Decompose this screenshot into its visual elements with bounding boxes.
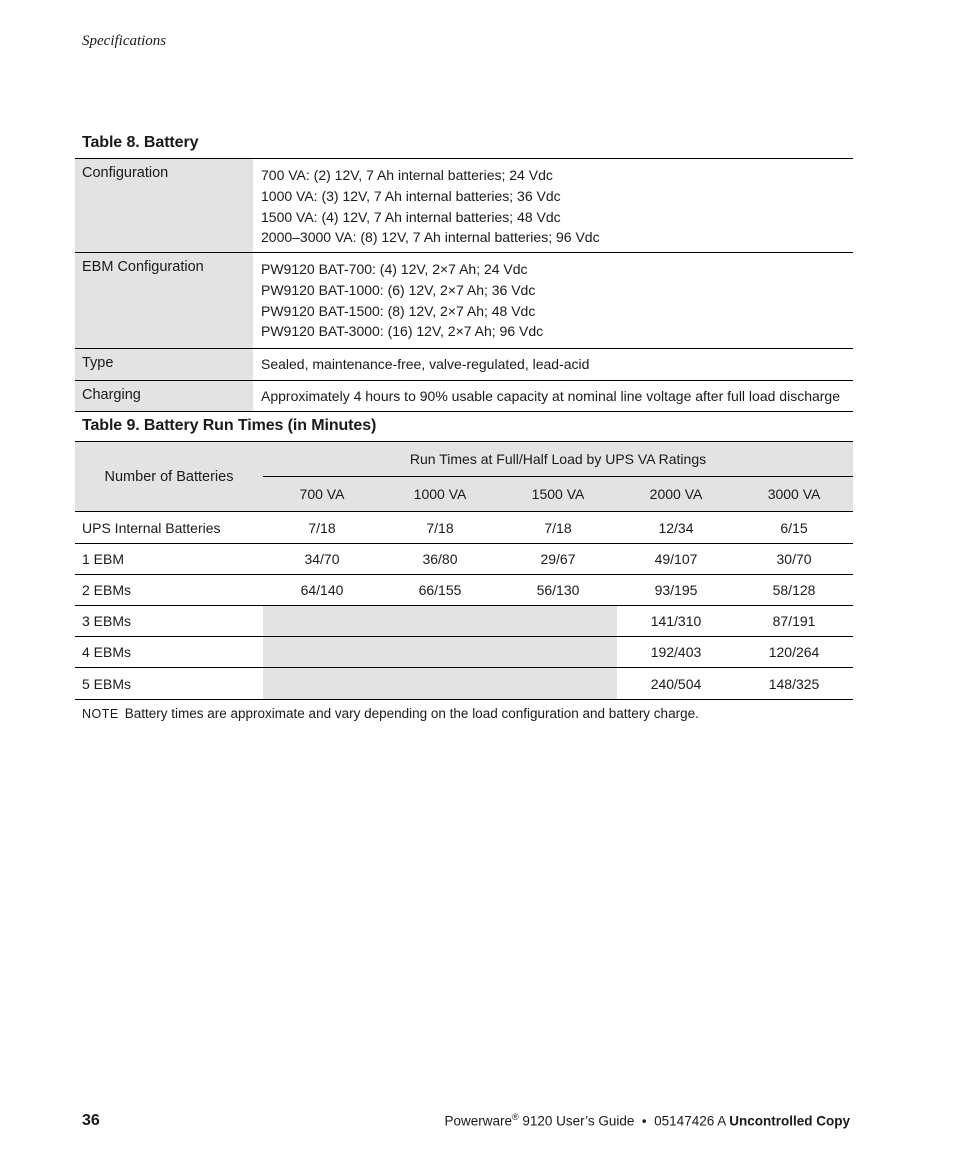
table-row: [75, 575, 853, 606]
row-value: [253, 159, 853, 252]
cell: 49/107: [617, 544, 735, 575]
value-line: Approximately 4 hours to 90% usable capacity at nominal line voltage after full load discharge: [261, 388, 840, 404]
cell: [381, 606, 499, 637]
row-value: [253, 349, 853, 380]
row-label: 5 EBMs: [75, 668, 263, 700]
column-header: 2000 VA: [617, 477, 735, 512]
table-row: [75, 668, 853, 700]
cell: [381, 637, 499, 668]
table-row: [75, 637, 853, 668]
row-label: UPS Internal Batteries: [75, 512, 263, 544]
cell: [499, 668, 617, 700]
cell: 34/70: [263, 544, 381, 575]
cell: 120/264: [735, 637, 853, 668]
value-line: 1500 VA: (4) 12V, 7 Ah internal batteries; 48 Vdc: [261, 208, 561, 225]
column-header: 1500 VA: [499, 477, 617, 512]
footer-brand: Powerware: [444, 1113, 512, 1129]
row-label: 3 EBMs: [75, 606, 263, 637]
cell: 7/18: [499, 512, 617, 544]
cell: 58/128: [735, 575, 853, 606]
note-label: NOTE: [82, 707, 119, 721]
column-header: 700 VA: [263, 477, 381, 512]
footer-status: Uncontrolled Copy: [729, 1113, 850, 1129]
cell: 148/325: [735, 668, 853, 700]
value-line: 700 VA: (2) 12V, 7 Ah internal batteries; 24 Vdc: [261, 167, 553, 183]
table9-title: Table 9. Battery Run Times (in Minutes): [82, 417, 377, 434]
table-row: [75, 349, 853, 381]
row-label: 4 EBMs: [75, 637, 263, 668]
cell: 29/67: [499, 544, 617, 575]
battery-table: [75, 158, 853, 412]
table8-title: Table 8. Battery: [82, 134, 199, 151]
table-row: [75, 159, 853, 253]
cell: [263, 606, 381, 637]
footer: [444, 1112, 850, 1129]
cell: 36/80: [381, 544, 499, 575]
value-line: PW9120 BAT-1500: (8) 12V, 2×7 Ah; 48 Vdc: [261, 302, 536, 319]
run-times-table: [75, 441, 853, 700]
value-line: PW9120 BAT-700: (4) 12V, 2×7 Ah; 24 Vdc: [261, 261, 528, 277]
table-row: [75, 544, 853, 575]
running-header: Specifications: [82, 33, 167, 49]
row-label: Type: [75, 349, 253, 380]
cell: 66/155: [381, 575, 499, 606]
row-label: Charging: [75, 381, 253, 411]
column-header: 3000 VA: [735, 477, 853, 512]
cell: 7/18: [381, 512, 499, 544]
note-text: Battery times are approximate and vary depending on the load configuration and battery charge.: [124, 706, 699, 721]
table-row: [75, 606, 853, 637]
cell: [499, 606, 617, 637]
registered-mark: ®: [511, 1112, 519, 1122]
note: [82, 706, 699, 721]
cell: [499, 637, 617, 668]
footer-guide: 9120 User’s Guide • 05147426 A: [518, 1113, 730, 1129]
value-line: PW9120 BAT-1000: (6) 12V, 2×7 Ah; 36 Vdc: [261, 281, 536, 298]
cell: 192/403: [617, 637, 735, 668]
cell: 6/15: [735, 512, 853, 544]
value-line: PW9120 BAT-3000: (16) 12V, 2×7 Ah; 96 Vdc: [261, 323, 544, 340]
row-value: [253, 381, 853, 411]
cell: 240/504: [617, 668, 735, 700]
cell: 30/70: [735, 544, 853, 575]
cell: 64/140: [263, 575, 381, 606]
cell: 7/18: [263, 512, 381, 544]
column-header: 1000 VA: [381, 477, 499, 512]
row-label: 2 EBMs: [75, 575, 263, 606]
number-of-batteries-header: Number of Batteries: [75, 442, 263, 512]
cell: 12/34: [617, 512, 735, 544]
cell: 87/191: [735, 606, 853, 637]
page-number: 36: [82, 1112, 100, 1129]
cell: 141/310: [617, 606, 735, 637]
row-label: 1 EBM: [75, 544, 263, 575]
table-row: [75, 381, 853, 412]
cell: [381, 668, 499, 700]
table-row: [75, 253, 853, 349]
cell: [263, 637, 381, 668]
value-line: 1000 VA: (3) 12V, 7 Ah internal batteries; 36 Vdc: [261, 187, 561, 204]
cell: [263, 668, 381, 700]
row-value: [253, 253, 853, 348]
table-row: [75, 512, 853, 544]
cell: 93/195: [617, 575, 735, 606]
run-times-group-header: Run Times at Full/Half Load by UPS VA Ratings: [263, 442, 853, 477]
row-label: EBM Configuration: [75, 253, 253, 348]
row-label: Configuration: [75, 159, 253, 252]
value-line: 2000–3000 VA: (8) 12V, 7 Ah internal batteries; 96 Vdc: [261, 229, 600, 246]
value-line: Sealed, maintenance-free, valve-regulated, lead-acid: [261, 356, 590, 372]
cell: 56/130: [499, 575, 617, 606]
